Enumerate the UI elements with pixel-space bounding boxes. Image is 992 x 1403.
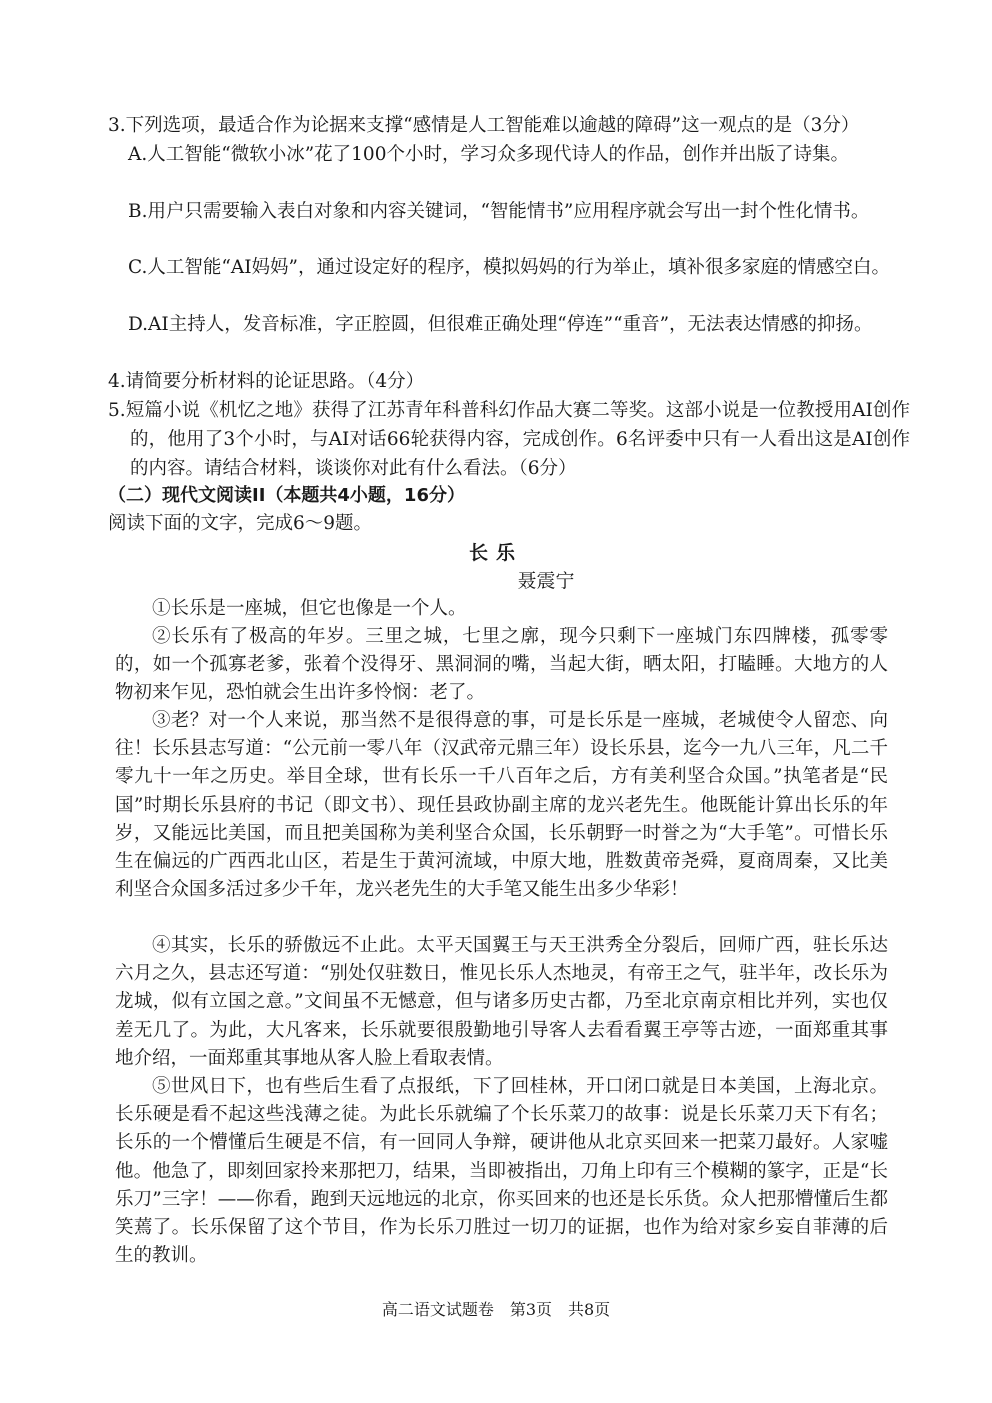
story-paragraph-5: ⑤世风日下，也有些后生看了点报纸，下了回桂林，开口闭口就是日本美国，上海北京。长乐硬是看不起这些浅薄之徒。为此长乐就编了个长乐菜刀的故事：说是长乐菜刀天下有名；长乐的一个懵懂后生硬是不信，有一回同人争辩，硬讲他从北京买回来一把菜刀最好。人家嘘他。他急了，即刻回家拎来那把刀，结果，当即被指出，刀角上印有三个模糊的篆字，正是“长乐刀”三字！——你看，跑到天远地远的北京，你买回来的也还是长乐货。众人把那懵懂后生都笑蔫了。长乐保留了这个节目，作为长乐刀胜过一切刀的证据，也作为给对家乡妄自菲薄的后生的教训。 [115,1076,888,1267]
page-footer: 高二语文试题卷 第3页 共8页 [381,1300,611,1319]
question-3-option-c: C.人工智能“AI妈妈”，通过设定好的程序，模拟妈妈的行为举止，填补很多家庭的情感空白。 [128,257,890,278]
story-paragraph-1: ①长乐是一座城，但它也像是一个人。 [152,598,467,619]
story-author: 聂震宁 [517,570,575,592]
section-heading: （二）现代文阅读II（本题共4小题，16分） [108,485,465,506]
question-5: 5.短篇小说《机忆之地》获得了江苏青年科普科幻作品大赛二等奖。这部小说是一位教授用AI创作的，他用了3个小时，与AI对话66轮获得内容，完成创作。6名评委中只有一人看出这是AI创作的内容。请结合材料，谈谈你对此有什么看法。（6分） [108,400,910,479]
question-3-option-a: A.人工智能“微软小冰”花了100个小时，学习众多现代诗人的作品，创作并出版了诗集。 [128,144,849,165]
question-3-option-d: D.AI主持人，发音标准，字正腔圆，但很难正确处理“停连”“重音”，无法表达情感的抑扬。 [128,314,873,335]
section-instruction: 阅读下面的文字，完成6～9题。 [108,513,373,534]
question-3-stem: 3.下列选项，最适合作为论据来支撑“感情是人工智能难以逾越的障碍”这一观点的是（3分） [108,115,860,136]
story-paragraph-3: ③老？对一个人来说，那当然不是很得意的事，可是长乐是一座城，老城使令人留恋、向往！长乐县志写道：“公元前一零八年（汉武帝元鼎三年）设长乐县，迄今一九八三年，凡二千零九十一年之历史。举目全球，世有长乐一千八百年之后，方有美利坚合众国。”执笔者是“民国”时期长乐县府的书记（即文书）、现任县政协副主席的龙兴老先生。他既能计算出长乐的年岁，又能远比美国，而且把美国称为美利坚合众国，长乐朝野一时誉之为“大手笔”。可惜长乐生在偏远的广西西北山区，若是生于黄河流域，中原大地，胜数黄帝尧舜，夏商周秦，又比美利坚合众国多活过多少千年，龙兴老先生的大手笔又能生出多少华彩！ [115,710,888,901]
question-4: 4.请简要分析材料的论证思路。（4分） [108,371,425,392]
story-paragraph-4: ④其实，长乐的骄傲远不止此。太平天国翼王与天王洪秀全分裂后，回师广西，驻长乐达六月之久，县志还写道：“别处仅驻数日，惟见长乐人杰地灵，有帝王之气，驻半年，改长乐为龙城，似有立国之意。”文间虽不无憾意，但与诸多历史古都，乃至北京南京相比并列，实也仅差无几了。为此，大凡客来，长乐就要很殷勤地引导客人去看看翼王亭等古迹，一面郑重其事地介绍，一面郑重其事地从客人脸上看取表情。 [115,935,888,1069]
question-3-option-b: B.用户只需要输入表白对象和内容关键词，“智能情书”应用程序就会写出一封个性化情书。 [128,201,870,222]
story-paragraph-2: ②长乐有了极高的年岁。三里之城，七里之廓，现今只剩下一座城门东四牌楼，孤零零的，如一个孤寡老爹，张着个没得牙、黑洞洞的嘴，当起大街，晒太阳，打瞌睡。大地方的人物初来乍见，恐怕就会生出许多怜悯：老了。 [115,626,888,704]
story-title: 长乐 [468,542,523,564]
